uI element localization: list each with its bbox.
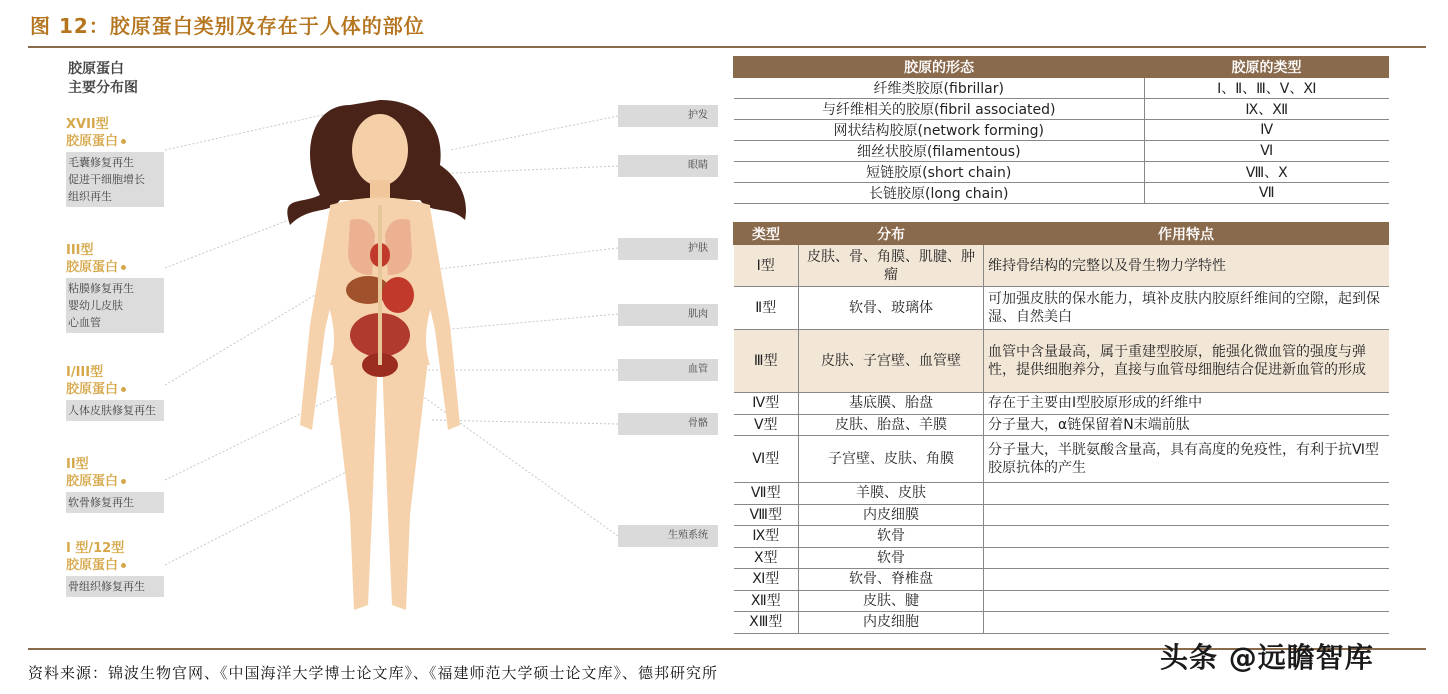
cell-distribution: 皮肤、腱 [799,590,984,612]
cell-kind: Ⅰ型 [734,245,799,287]
cell-distribution: 皮肤、胎盘、羊膜 [799,414,984,436]
func-item: 人体皮肤修复再生 [68,404,156,417]
head-shape [352,114,408,186]
table-row [734,78,1389,99]
func-item: 毛囊修复再生 [68,156,134,169]
func-item: 组织再生 [68,190,112,203]
table-row [734,141,1389,162]
cell-type: Ⅰ、Ⅱ、Ⅲ、Ⅴ、Ⅺ [1145,78,1389,99]
cell-kind: Ⅻ型 [734,590,799,612]
cell-type: Ⅳ [1145,120,1389,141]
lung-shape [385,219,412,275]
cell-distribution: 软骨、玻璃体 [799,287,984,330]
table-row [734,436,1389,483]
table-row [734,183,1389,204]
cell-form: 网状结构胶原(network forming) [734,120,1145,141]
label-hair: 护发 [618,105,718,127]
map-title-line2: 主要分布图 [68,80,138,96]
cell-kind: XⅢ型 [734,612,799,634]
table-row [734,120,1389,141]
cell-kind: Ⅶ型 [734,483,799,505]
cell-distribution: 基底膜、胎盘 [799,393,984,415]
cell-kind: Ⅲ型 [734,330,799,393]
header-distribution: 分布 [799,223,984,245]
collagen-form-table [733,56,1389,204]
table-row [734,612,1389,634]
cell-distribution: 子宫壁、皮肤、角膜 [799,436,984,483]
cell-kind: Ⅱ型 [734,287,799,330]
group-name2: 胶原蛋白 [66,134,119,149]
label-skin: 护肤 [618,238,718,260]
table-row [734,287,1389,330]
table-row [734,504,1389,526]
header-kind: 类型 [734,223,799,245]
lung-shape [348,219,375,275]
table-row [734,414,1389,436]
cell-distribution: 内皮细胞 [799,612,984,634]
watermark: 头条 @远瞻智库 [1160,641,1374,674]
label-reproductive: 生殖系统 [618,525,718,547]
map-title-line1: 胶原蛋白 [68,61,124,77]
cell-function [984,526,1389,548]
table-row [734,99,1389,120]
cell-function: 分子量大，α链保留着N末端前肽 [984,414,1389,436]
table-row [734,162,1389,183]
table-row [734,483,1389,505]
label-muscle: 肌肉 [618,304,718,326]
table-header-row [734,57,1389,78]
table-row [734,590,1389,612]
group-name2: 胶原蛋白 [66,382,119,397]
cell-type: Ⅸ、Ⅻ [1145,99,1389,120]
cell-function: 分子量大，半胱氨酸含量高，具有高度的免疫性，有利于抗Ⅵ型胶原抗体的产生 [984,436,1389,483]
figure-title: 图 12：胶原蛋白类别及存在于人体的部位 [30,14,425,38]
cell-kind: Ⅹ型 [734,547,799,569]
cell-kind: Ⅳ型 [734,393,799,415]
func-item: 婴幼儿皮肤 [68,299,123,312]
cell-kind: Ⅺ型 [734,569,799,591]
cell-form: 细丝状胶原(filamentous) [734,141,1145,162]
table-row [734,526,1389,548]
table-row [734,330,1389,393]
cell-distribution: 软骨、脊椎盘 [799,569,984,591]
cell-kind: Ⅷ型 [734,504,799,526]
cell-distribution: 羊膜、皮肤 [799,483,984,505]
cell-form: 短链胶原(short chain) [734,162,1145,183]
cell-function [984,504,1389,526]
table-row [734,245,1389,287]
table-row [734,393,1389,415]
cell-function [984,483,1389,505]
cell-function: 血管中含量最高，属于重建型胶原，能强化微血管的强度与弹性，提供细胞养分，直接与血管母细胞结合促进新血管的形成 [984,330,1389,393]
group-name2: 胶原蛋白 [66,260,119,275]
cell-form: 纤维类胶原(fibrillar) [734,78,1145,99]
cell-kind: Ⅸ型 [734,526,799,548]
func-item: 心血管 [68,316,101,329]
cell-form: 与纤维相关的胶原(fibril associated) [734,99,1145,120]
cell-kind: Ⅵ型 [734,436,799,483]
table-row [734,569,1389,591]
cell-type: Ⅷ、Ⅹ [1145,162,1389,183]
cell-function [984,612,1389,634]
func-item: 粘膜修复再生 [68,282,134,295]
cell-distribution: 内皮细膜 [799,504,984,526]
cell-function [984,547,1389,569]
cell-form: 长链胶原(long chain) [734,183,1145,204]
cell-function [984,569,1389,591]
group-name: XVII型 [66,117,109,132]
cell-type: Ⅵ [1145,141,1389,162]
group-name: I 型/12型 [66,541,125,556]
cell-kind: Ⅴ型 [734,414,799,436]
source-note: 资料来源：锦波生物官网、《中国海洋大学博士论文库》、《福建师范大学硕士论文库》、德邦研究所 [28,664,719,682]
header-form: 胶原的形态 [734,57,1145,78]
cell-function: 可加强皮肤的保水能力，填补皮肤内胶原纤维间的空隙，起到保湿、自然美白 [984,287,1389,330]
group-name2: 胶原蛋白 [66,558,119,573]
group-name: II型 [66,457,89,472]
func-item: 促进干细胞增长 [68,173,145,186]
cell-function [984,590,1389,612]
cell-distribution: 软骨 [799,547,984,569]
right-leg-shape [382,360,428,610]
label-bone: 骨骼 [618,413,718,435]
group-name: III型 [66,243,94,258]
cell-function: 维持骨结构的完整以及骨生物力学特性 [984,245,1389,287]
cell-distribution: 皮肤、骨、角膜、肌腱、肿瘤 [799,245,984,287]
header-type: 胶原的类型 [1145,57,1389,78]
left-leg-shape [332,360,378,610]
human-figure [280,95,480,635]
stomach-shape [382,277,414,313]
func-item: 软骨修复再生 [68,496,134,509]
table-row [734,547,1389,569]
group-name: I/III型 [66,365,104,380]
cell-type: Ⅶ [1145,183,1389,204]
table-header-row [734,223,1389,245]
collagen-type-table [733,222,1389,634]
label-vessel: 血管 [618,359,718,381]
group-name2: 胶原蛋白 [66,474,119,489]
cell-distribution: 软骨 [799,526,984,548]
label-eyes: 眼睛 [618,155,718,177]
header-function: 作用特点 [984,223,1389,245]
func-item: 骨组织修复再生 [68,580,145,593]
cell-distribution: 皮肤、子宫壁、血管壁 [799,330,984,393]
cell-function: 存在于主要由Ⅰ型胶原形成的纤维中 [984,393,1389,415]
